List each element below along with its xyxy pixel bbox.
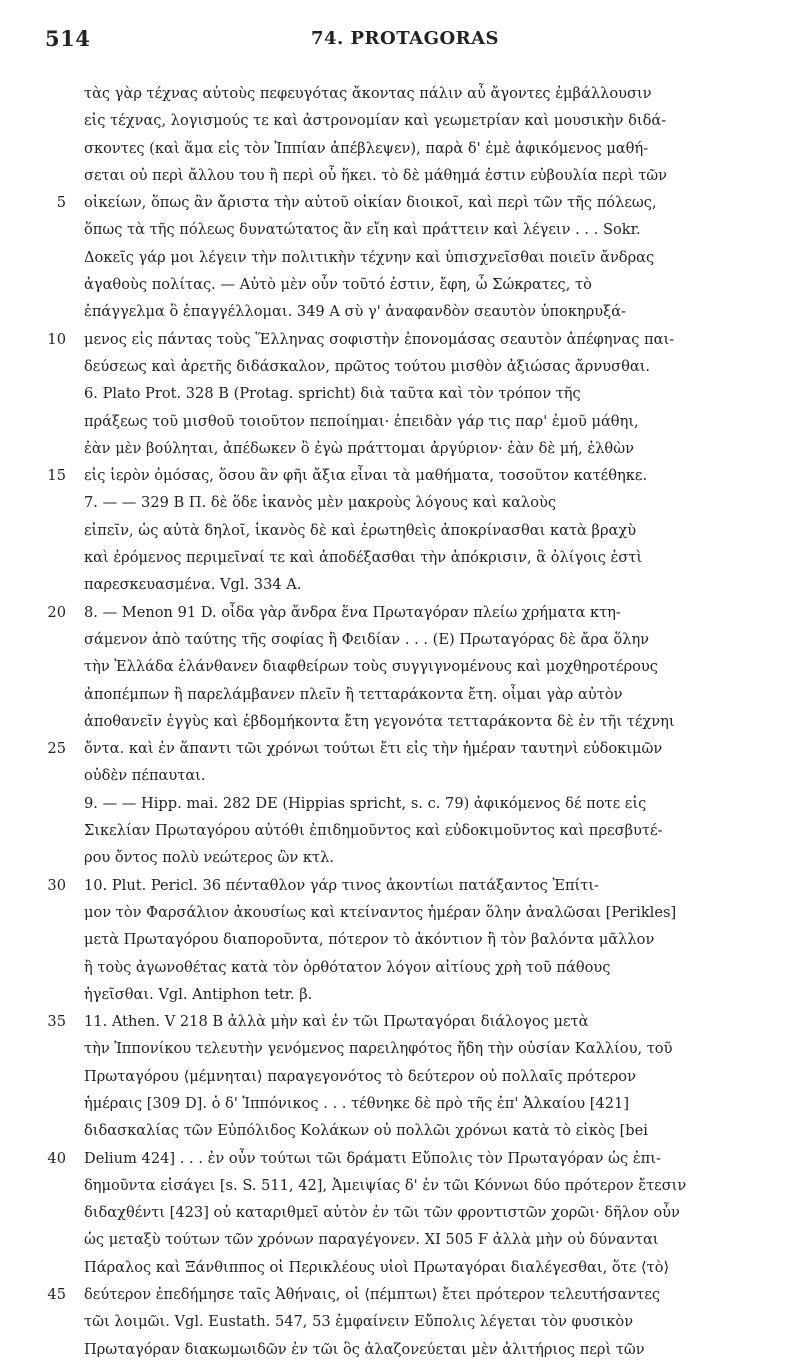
- line-text: Δοκεῖς γάρ μοι λέγειν τὴν πολιτικὴν τέχνην καὶ ὑπισχνεῖσθαι ποιεῖν ἄνδρας: [84, 248, 655, 266]
- line-text: δεύσεως καὶ ἀρετῆς διδάσκαλον, πρῶτος τούτου μισθὸν ἀξιώσας ἄρνυσθαι.: [84, 357, 651, 375]
- line-text: σεται οὐ περὶ ἄλλου του ἢ περὶ οὗ ἥκει. τὸ δὲ μάθημά ἐστιν εὐβουλία περὶ τῶν: [84, 166, 668, 184]
- line-number: 40: [47, 1149, 66, 1167]
- text-line: [84, 107, 764, 134]
- text-line: [84, 353, 764, 380]
- text-line: [84, 981, 764, 1008]
- line-text: ἐὰν μὲν βούληται, ἀπέδωκεν ὃ ἐγὼ πράττομαι ἀργύριον· ἐὰν δὲ μή, ἐλθὼν: [84, 439, 634, 457]
- page-header: [45, 26, 765, 56]
- text-line: [84, 162, 764, 189]
- text-line: [84, 954, 764, 981]
- text-line: [47, 872, 764, 899]
- line-number: 35: [47, 1013, 66, 1031]
- line-text: ἀποπέμπων ἢ παρελάμβανεν πλεῖν ἢ τετταράκοντα ἔτη. οἶμαι γὰρ αὐτὸν: [84, 685, 623, 703]
- line-text: εἰς ἱερὸν ὀμόσας, ὅσου ἂν φῆι ἄξια εἶναι τὰ μαθήματα, τοσοῦτον κατέθηκε.: [84, 467, 648, 485]
- line-number: 5: [56, 194, 66, 212]
- line-text: οὐδὲν πέπαυται.: [84, 767, 206, 785]
- line-number: 45: [47, 1286, 66, 1304]
- line-text: σάμενον ἀπὸ ταύτης τῆς σοφίας ἢ Φειδίαν . . . (E) Πρωταγόρας δὲ ἄρα ὅλην: [84, 630, 650, 648]
- line-text: 9. — — Hipp. mai. 282 DE (Hippias spricht, s. c. 79) ἀφικόμενος δέ ποτε εἰς: [84, 794, 647, 812]
- line-text: εἰς τέχνας, λογισμούς τε καὶ ἀστρονομίαν καὶ γεωμετρίαν καὶ μουσικὴν διδά-: [84, 112, 667, 130]
- body-text: [47, 80, 764, 1363]
- line-text: ρου ὄντος πολὺ νεώτερος ὢν κτλ.: [84, 849, 334, 867]
- text-line: [84, 1117, 764, 1144]
- line-text: οἰκείων, ὅπως ἂν ἄριστα τὴν αὑτοῦ οἰκίαν διοικοῖ, καὶ περὶ τῶν τῆς πόλεως,: [84, 194, 657, 212]
- text-line: [84, 1254, 764, 1281]
- line-text: 7. — — 329 B Π. δὲ ὅδε ἱκανὸς μὲν μακροὺς λόγους καὶ καλοὺς: [84, 494, 557, 512]
- line-number: 20: [47, 603, 66, 621]
- text-line: [84, 1308, 764, 1335]
- text-line: [84, 790, 764, 817]
- line-text: ὅπως τὰ τῆς πόλεως δυνατώτατος ἂν εἴη καὶ πράττειν καὶ λέγειν . . . Sokr.: [84, 221, 641, 239]
- text-line: [84, 1226, 764, 1253]
- text-line: [47, 1145, 764, 1172]
- line-number: 15: [47, 467, 66, 485]
- text-line: [84, 244, 764, 271]
- text-line: [84, 380, 764, 407]
- text-line: [84, 408, 764, 435]
- text-line: [84, 544, 764, 571]
- text-line: [84, 489, 764, 516]
- text-line: [47, 1008, 764, 1035]
- text-line: [84, 681, 764, 708]
- text-line: [84, 298, 764, 325]
- line-text: διδασκαλίας τῶν Εὐπόλιδος Κολάκων οὐ πολλῶι χρόνωι κατὰ τὸ εἰκὸς [bei: [84, 1122, 648, 1140]
- text-line: [84, 817, 764, 844]
- line-text: τὴν Ἑλλάδα ἐλάνθανεν διαφθείρων τοὺς συγγιγνομένους καὶ μοχθηροτέρους: [84, 658, 658, 676]
- line-number: 30: [47, 876, 66, 894]
- text-line: [84, 435, 764, 462]
- line-text: Πρωταγόραν διακωμωιδῶν ἐν τῶι ὃς ἀλαζονεύεται μὲν ἀλιτήριος περὶ τῶν: [84, 1340, 645, 1358]
- text-line: [47, 1281, 764, 1308]
- text-line: [47, 735, 764, 762]
- text-line: [84, 1172, 764, 1199]
- line-text: Σικελίαν Πρωταγόρου αὐτόθι ἐπιδημοῦντος καὶ εὐδοκιμοῦντος καὶ πρεσβυτέ-: [84, 822, 663, 840]
- text-line: [47, 326, 764, 353]
- line-text: καὶ ἐρόμενος περιμεῖναί τε καὶ ἀποδέξασθαι τὴν ἀπόκρισιν, ἃ ὀλίγοις ἐστὶ: [84, 549, 643, 567]
- line-text: ἢ τοὺς ἀγωνοθέτας κατὰ τὸν ὀρθότατον λόγον αἰτίους χρὴ τοῦ πάθους: [84, 958, 611, 976]
- text-line: [84, 1199, 764, 1226]
- text-line: [47, 462, 764, 489]
- text-line: [84, 844, 764, 871]
- running-title: 74. PROTAGORAS: [310, 28, 500, 49]
- line-text: 6. Plato Prot. 328 B (Protag. spricht) διὰ ταῦτα καὶ τὸν τρόπον τῆς: [84, 385, 581, 403]
- line-text: ἡμέραις [309 D]. ὁ δ' Ἱππόνικος . . . τέθνηκε δὲ πρὸ τῆς ἐπ' Ἀλκαίου [421]: [84, 1094, 630, 1112]
- line-text: 10. Plut. Pericl. 36 πένταθλον γάρ τινος ἀκοντίωι πατάξαντος Ἐπίτι-: [84, 876, 599, 894]
- line-text: ἀγαθοὺς πολίτας. — Αὐτὸ μὲν οὖν τοῦτό ἐστιν, ἔφη, ὦ Σώκρατες, τὸ: [84, 276, 592, 294]
- text-line: [84, 517, 764, 544]
- line-text: Delium 424] . . . ἐν οὖν τούτωι τῶι δράματι Εὔπολις τὸν Πρωταγόραν ὡς ἐπι-: [84, 1149, 661, 1167]
- line-text: ὡς μεταξὺ τούτων τῶν χρόνων παραγέγονεν. XI 505 F ἀλλὰ μὴν οὐ δύνανται: [84, 1231, 659, 1249]
- line-text: τὴν Ἱππονίκου τελευτὴν γενόμενος παρειληφότος ἤδη τὴν οὐσίαν Καλλίου, τοῦ: [84, 1040, 673, 1058]
- line-text: μετὰ Πρωταγόρου διαποροῦντα, πότερον τὸ ἀκόντιον ἢ τὸν βαλόντα μᾶλλον: [84, 931, 655, 949]
- line-text: σκοντες (καὶ ἅμα εἰς τὸν Ἱππίαν ἀπέβλεψεν), παρὰ δ' ἐμὲ ἀφικόμενος μαθή-: [84, 139, 649, 157]
- text-line: [84, 1063, 764, 1090]
- line-text: δεύτερον ἐπεδήμησε ταῖς Ἀθήναις, οἱ ⟨πέμπτωι⟩ ἔτει πρότερον τελευτήσαντες: [84, 1286, 661, 1304]
- text-line: [84, 1035, 764, 1062]
- line-text: ὄντα. καὶ ἐν ἅπαντι τῶι χρόνωι τούτωι ἔτι εἰς τὴν ἡμέραν ταυτηνὶ εὐδοκιμῶν: [84, 740, 663, 758]
- text-line: [84, 708, 764, 735]
- text-line: [84, 926, 764, 953]
- line-text: ἀποθανεῖν ἐγγὺς καὶ ἑβδομήκοντα ἔτη γεγονότα τετταράκοντα δὲ ἐν τῆι τέχνηι: [84, 712, 675, 730]
- line-number: 10: [47, 330, 66, 348]
- text-line: [84, 80, 764, 107]
- page-number: 514: [45, 26, 91, 51]
- line-text: εἰπεῖν, ὡς αὐτὰ δηλοῖ, ἱκανὸς δὲ καὶ ἐρωτηθεὶς ἀποκρίνασθαι κατὰ βραχὺ: [84, 521, 637, 539]
- text-line: [84, 626, 764, 653]
- text-line: [84, 899, 764, 926]
- text-line: [84, 1336, 764, 1363]
- line-text: 8. — Menon 91 D. οἶδα γὰρ ἄνδρα ἕνα Πρωταγόραν πλείω χρήματα κτη-: [84, 603, 621, 621]
- line-text: Πάραλος καὶ Ξάνθιππος οἱ Περικλέους υἱοὶ Πρωταγόραι διαλέγεσθαι, ὅτε ⟨τὸ⟩: [84, 1258, 670, 1276]
- text-line: [84, 135, 764, 162]
- text-line: [84, 571, 764, 598]
- text-line: [84, 1090, 764, 1117]
- line-text: μενος εἰς πάντας τοὺς Ἕλληνας σοφιστὴν ἐπονομάσας σεαυτὸν ἀπέφηνας παι-: [84, 330, 675, 348]
- text-line: [84, 762, 764, 789]
- line-text: ἐπάγγελμα ὃ ἐπαγγέλλομαι. 349 A σὺ γ' ἀναφανδὸν σεαυτὸν ὑποκηρυξά-: [84, 303, 626, 321]
- line-text: τῶι λοιμῶι. Vgl. Eustath. 547, 53 ἐμφαίνειν Εὔπολις λέγεται τὸν φυσικὸν: [84, 1313, 634, 1331]
- line-text: ἡγεῖσθαι. Vgl. Antiphon tetr. β.: [84, 985, 313, 1003]
- line-text: Πρωταγόρου ⟨μέμνηται⟩ παραγεγονότος τὸ δεύτερον οὐ πολλαῖς πρότερον: [84, 1067, 636, 1085]
- text-line: [84, 271, 764, 298]
- text-line: [56, 189, 764, 216]
- line-number: 25: [47, 740, 66, 758]
- text-line: [47, 599, 764, 626]
- line-text: 11. Athen. V 218 B ἀλλὰ μὴν καὶ ἐν τῶι Πρωταγόραι διάλογος μετὰ: [84, 1013, 589, 1031]
- text-line: [84, 216, 764, 243]
- line-text: τὰς γὰρ τέχνας αὐτοὺς πεφευγότας ἄκοντας πάλιν αὖ ἄγοντες ἐμβάλλουσιν: [84, 85, 652, 102]
- line-text: πράξεως τοῦ μισθοῦ τοιοῦτον πεποίημαι· ἐπειδὰν γάρ τις παρ' ἐμοῦ μάθηι,: [84, 412, 639, 430]
- text-line: [84, 653, 764, 680]
- line-text: παρεσκευασμένα. Vgl. 334 A.: [84, 576, 302, 594]
- line-text: δημοῦντα εἰσάγει [s. S. 511, 42], Ἀμειψίας δ' ἐν τῶι Κόννωι δύο πρότερον ἔτεσιν: [84, 1176, 687, 1194]
- line-text: μον τὸν Φαρσάλιον ἀκουσίως καὶ κτείναντος ἡμέραν ὅλην ἀναλῶσαι [Perikles]: [84, 903, 677, 921]
- line-text: διδαχθέντι [423] οὐ καταριθμεῖ αὐτὸν ἐν τῶι τῶν φροντιστῶν χορῶι· δῆλον οὖν: [84, 1204, 680, 1222]
